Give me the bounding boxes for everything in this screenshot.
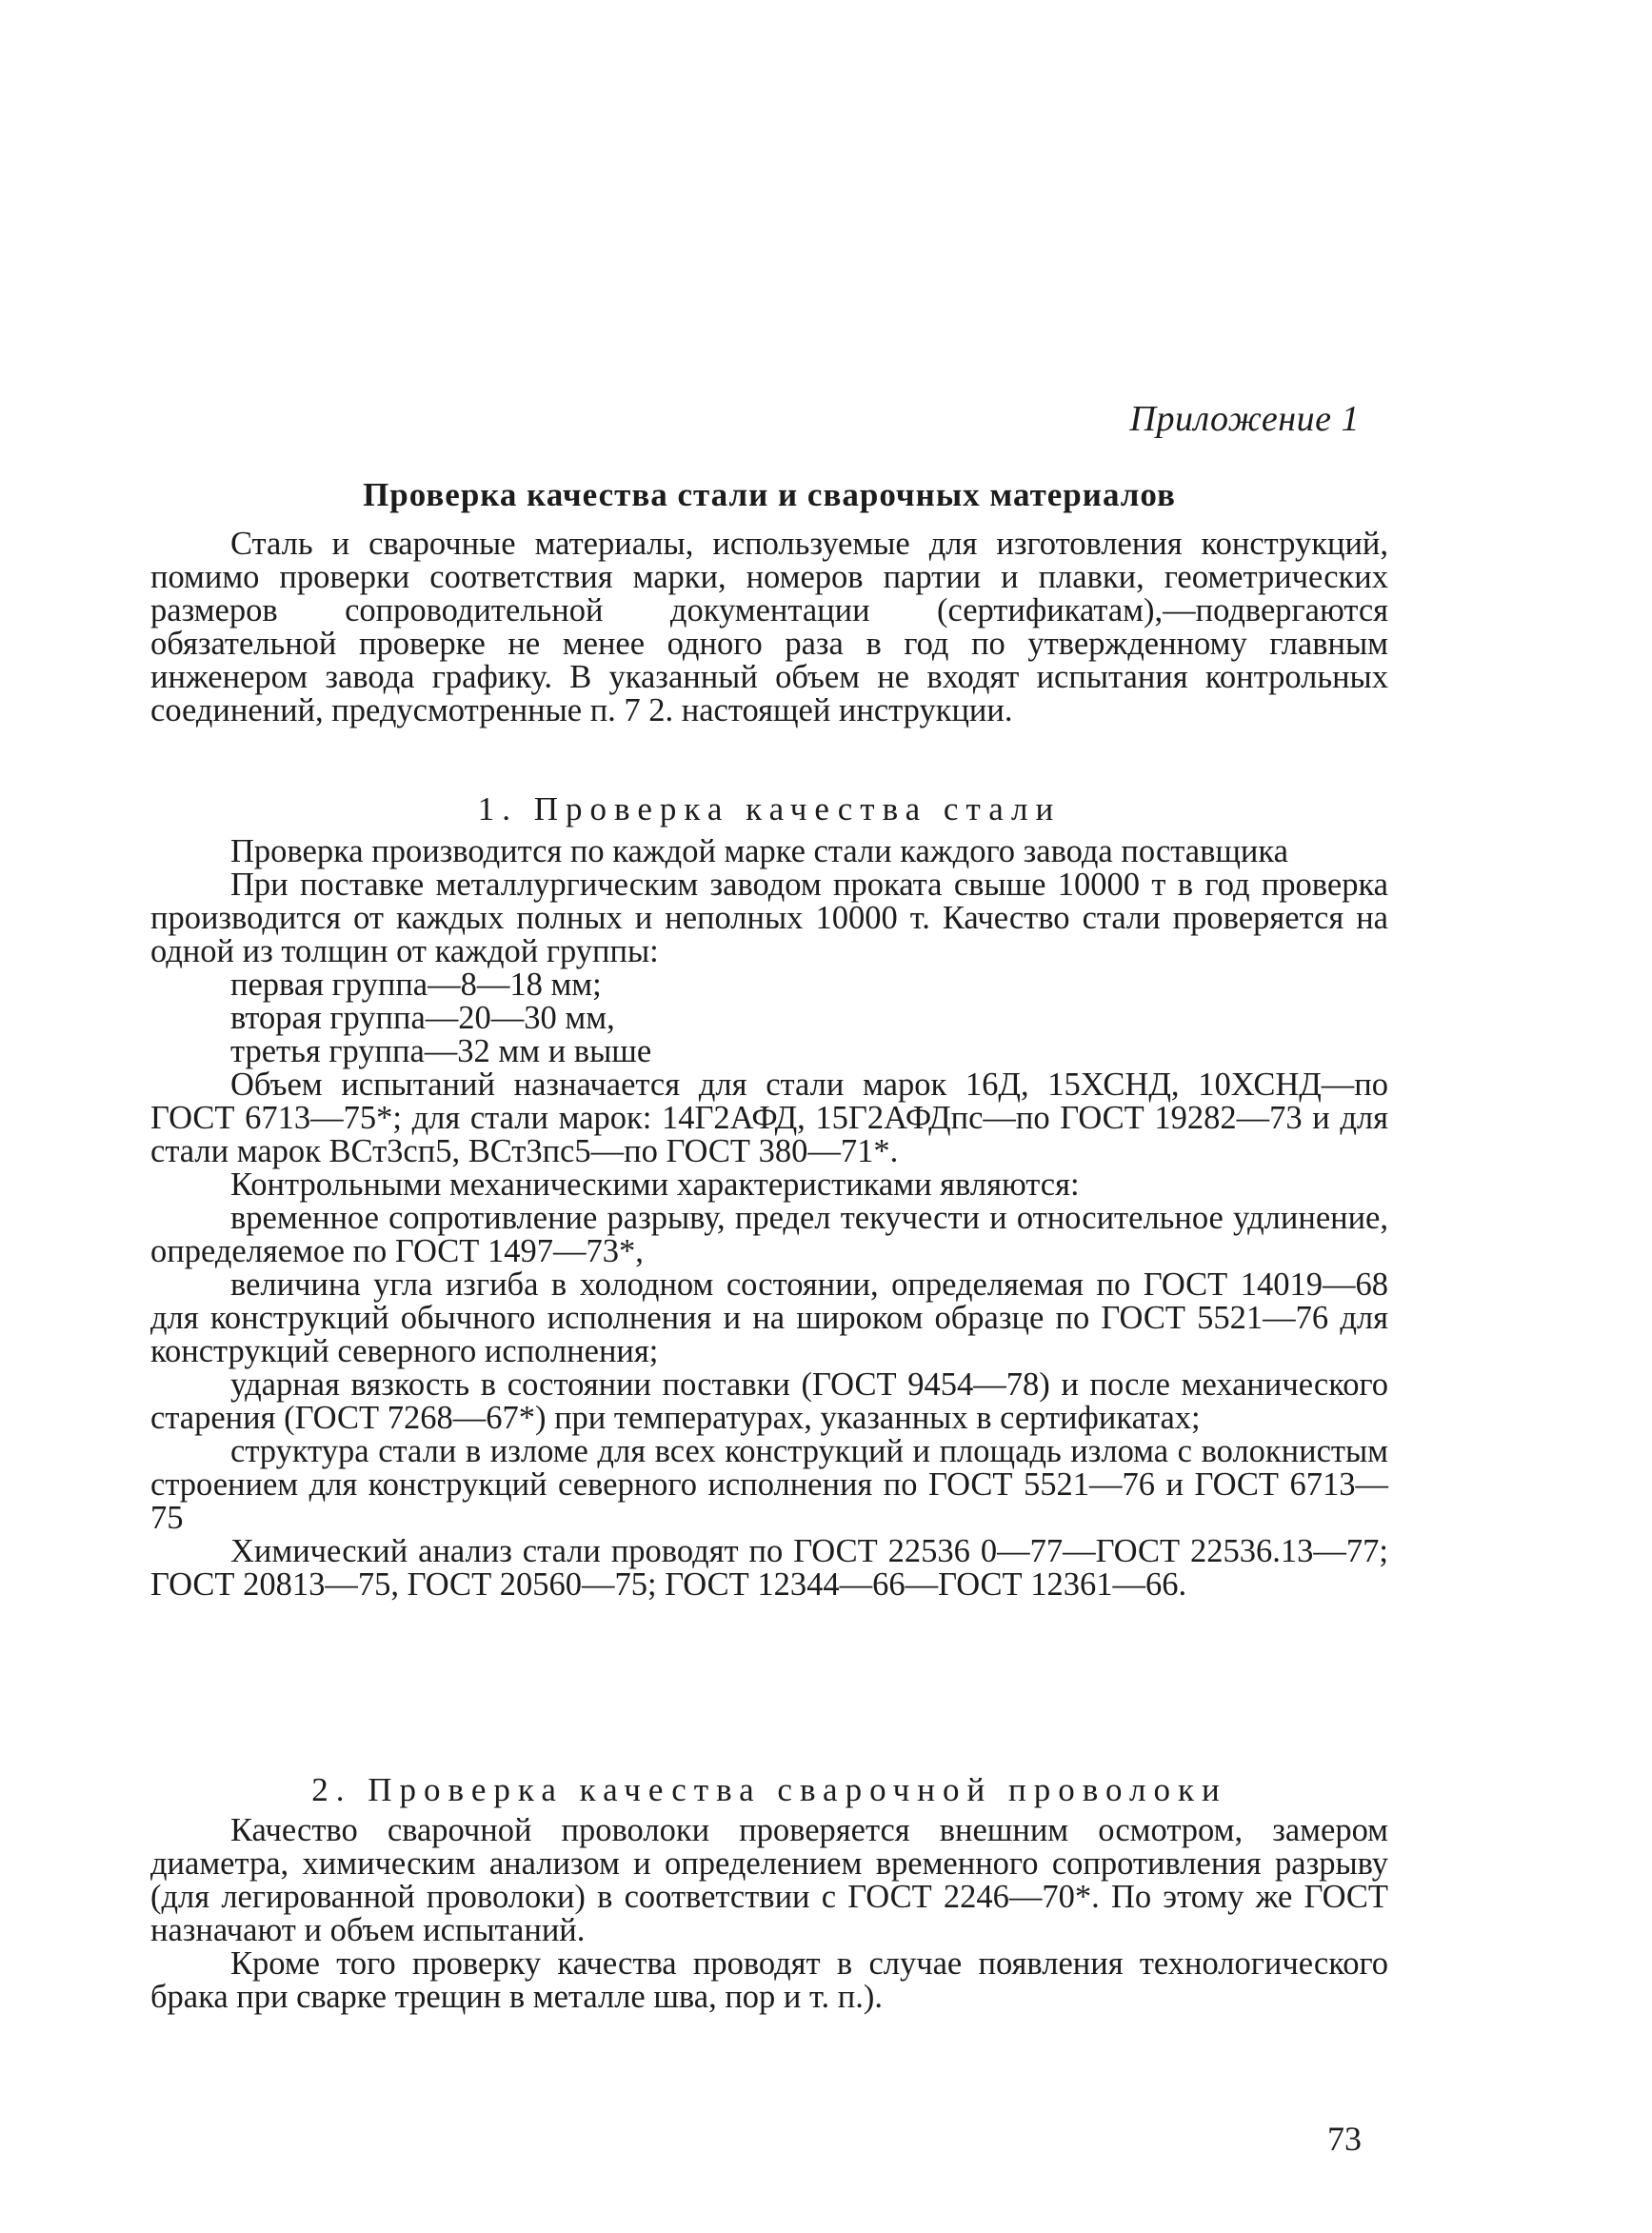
section-1-heading: 1. Проверка качества стали (477, 790, 1062, 827)
intro-block (150, 528, 1388, 728)
section-1-paragraph-4: Контрольными механическими характеристиками являются: (230, 1166, 1080, 1203)
section-1-paragraph-1: Проверка производится по каждой марке стали каждого завода поставщика (230, 833, 1288, 869)
document-title: Проверка качества стали и сварочных материалов (363, 476, 1176, 513)
section-1-paragraph-2: При поставке металлургическим заводом проката свыше 10000 т в год проверка производится от каждых полных и неполных 10000 т. Качество стали проверяется на одной из толщин от каждой группы: (150, 867, 1388, 969)
section-1-paragraph-3: Объем испытаний назначается для стали марок 16Д, 15ХСНД, 10ХСНД—по ГОСТ 6713—75*; для стали марок: 14Г2АФД, 15Г2АФДпс—по ГОСТ 19282—73 и для стали марок ВСт3сп5, ВСт3пс5—по ГОСТ 380—71*. (150, 1067, 1388, 1169)
document-page (150, 0, 1388, 2233)
section-1-heading-block (150, 790, 1388, 828)
section-1-paragraph-8: структура стали в изломе для всех конструкций и площадь излома с волокнистым строением для конструкций северного исполнения по ГОСТ 5521—76 и ГОСТ 6713—75 (150, 1433, 1388, 1536)
thickness-group-2: вторая группа—20—30 мм, (230, 1000, 615, 1036)
section-2-heading-block (150, 1771, 1388, 1809)
section-1-body (150, 835, 1388, 1602)
thickness-group-3: третья группа—32 мм и выше (230, 1033, 652, 1069)
section-2-body (150, 1814, 1388, 2014)
intro-paragraph: Сталь и сварочные материалы, используемые для изготовления конструкций, помимо проверки соответствия марки, номеров партии и плавки, геометрических размеров сопроводительной документации (сертификатам),—подвергаются обязательной проверке не менее одного раза в год по утвержденному главным инженером завода графику. В указанный объем не входят испытания контрольных соединений, предусмотренные п. 7 2. настоящей инструкции. (150, 526, 1388, 728)
section-1-paragraph-6: величина угла изгиба в холодном состоянии, определяемая по ГОСТ 14019—68 для конструкций обычного исполнения и на широком образце по ГОСТ 5521—76 для конструкций северного исполнения; (150, 1266, 1388, 1369)
section-2-paragraph-1: Качество сварочной проволоки проверяется внешним осмотром, замером диаметра, химическим анализом и определением временного сопротивления разрыву (для легированной проволоки) в соответствии с ГОСТ 2246—70*. По этому же ГОСТ назначают и объем испытаний. (150, 1812, 1388, 1948)
section-2-heading: 2. Проверка качества сварочной проволоки (311, 1771, 1227, 1808)
section-1-paragraph-5: временное сопротивление разрыву, предел текучести и относительное удлинение, определяемое по ГОСТ 1497—73*, (150, 1200, 1388, 1269)
appendix-label: Приложение 1 (1129, 399, 1360, 439)
thickness-group-1: первая группа—8—18 мм; (230, 967, 602, 1003)
section-1-paragraph-9: Химический анализ стали проводят по ГОСТ 22536 0—77—ГОСТ 22536.13—77; ГОСТ 20813—75, ГОСТ 20560—75; ГОСТ 12344—66—ГОСТ 12361—66. (150, 1533, 1388, 1603)
section-1-paragraph-7: ударная вязкость в состоянии поставки (ГОСТ 9454—78) и после механического старения (ГОСТ 7268—67*) при температурах, указанных в сертификатах; (150, 1366, 1388, 1436)
section-2-paragraph-2: Кроме того проверку качества проводят в случае появления технологического брака при сварке трещин в металле шва, пор и т. п.). (150, 1945, 1388, 2015)
page-number: 73 (1327, 2120, 1362, 2158)
